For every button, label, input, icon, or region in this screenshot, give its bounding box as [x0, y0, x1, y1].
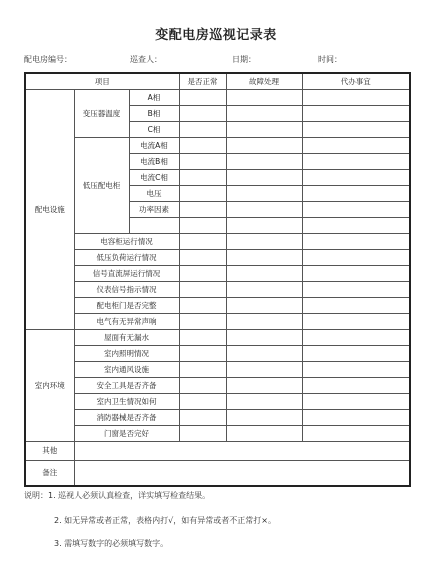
cell-todo[interactable]	[302, 393, 410, 409]
cell-todo[interactable]	[302, 185, 410, 201]
table-row	[25, 361, 410, 377]
cell-fault[interactable]	[226, 233, 302, 249]
cell-normal[interactable]	[179, 249, 226, 265]
cell-fault[interactable]	[226, 345, 302, 361]
cell-fault[interactable]	[226, 105, 302, 121]
item-phase-a: A相	[129, 89, 179, 105]
cell-fault[interactable]	[226, 153, 302, 169]
other-input-cell[interactable]	[74, 441, 410, 460]
cell-normal[interactable]	[179, 169, 226, 185]
cell-fault[interactable]	[226, 297, 302, 313]
table-row	[25, 409, 410, 425]
cell-fault[interactable]	[226, 201, 302, 217]
cell-normal[interactable]	[179, 121, 226, 137]
table-row	[25, 329, 410, 345]
cell-normal[interactable]	[179, 329, 226, 345]
cell-normal[interactable]	[179, 89, 226, 105]
item-safety-tools: 安全工具是否齐备	[74, 377, 179, 393]
item-power-factor: 功率因素	[129, 201, 179, 217]
cell-normal[interactable]	[179, 409, 226, 425]
cell-fault[interactable]	[226, 121, 302, 137]
item-cabinet-door: 配电柜门是否完整	[74, 297, 179, 313]
cell-todo[interactable]	[302, 89, 410, 105]
cell-fault[interactable]	[226, 185, 302, 201]
header-normal: 是否正常	[179, 73, 226, 89]
cell-fault[interactable]	[226, 137, 302, 153]
cell-todo[interactable]	[302, 105, 410, 121]
cell-normal[interactable]	[179, 137, 226, 153]
cell-normal[interactable]	[179, 281, 226, 297]
cell-todo[interactable]	[302, 121, 410, 137]
cell-todo[interactable]	[302, 169, 410, 185]
cell-todo[interactable]	[302, 249, 410, 265]
header-item: 项目	[25, 73, 179, 89]
cell-fault[interactable]	[226, 409, 302, 425]
form-title: 变配电房巡视记录表	[155, 28, 277, 43]
item-lighting: 室内照明情况	[74, 345, 179, 361]
item-phase-b: B相	[129, 105, 179, 121]
cell-todo[interactable]	[302, 409, 410, 425]
cell-fault[interactable]	[226, 281, 302, 297]
table-row	[25, 297, 410, 313]
cell-fault[interactable]	[226, 249, 302, 265]
item-current-a: 电流A相	[129, 137, 179, 153]
remark-input-cell[interactable]	[74, 460, 410, 486]
table-row	[25, 137, 410, 153]
table-row	[25, 345, 410, 361]
cell-fault[interactable]	[226, 217, 302, 233]
cell-todo[interactable]	[302, 297, 410, 313]
cell-normal[interactable]	[179, 217, 226, 233]
cell-todo[interactable]	[302, 265, 410, 281]
cell-todo[interactable]	[302, 201, 410, 217]
item-roof-leak: 屋面有无漏水	[74, 329, 179, 345]
cell-normal[interactable]	[179, 425, 226, 441]
item-abnormal-sound: 电气有无异常声响	[74, 313, 179, 329]
item-doors-windows: 门窗是否完好	[74, 425, 179, 441]
cell-normal[interactable]	[179, 393, 226, 409]
cell-fault[interactable]	[226, 377, 302, 393]
subgroup-lv-cabinet: 低压配电柜	[74, 137, 129, 233]
item-instrument-signal: 仪表信号指示情况	[74, 281, 179, 297]
cell-normal[interactable]	[179, 345, 226, 361]
cell-todo[interactable]	[302, 153, 410, 169]
cell-fault[interactable]	[226, 265, 302, 281]
cell-normal[interactable]	[179, 377, 226, 393]
note-1: 说明：1. 巡视人必须认真检查，详实填写检查结果。	[24, 491, 211, 500]
table-row	[25, 393, 410, 409]
item-lv-load: 低压负荷运行情况	[74, 249, 179, 265]
item-voltage: 电压	[129, 185, 179, 201]
header-todo: 代办事宜	[302, 73, 410, 89]
table-row	[25, 281, 410, 297]
cell-fault[interactable]	[226, 425, 302, 441]
item-dc-panel: 信号直流屏运行情况	[74, 265, 179, 281]
table-row	[25, 425, 410, 441]
cell-todo[interactable]	[302, 217, 410, 233]
cell-todo[interactable]	[302, 425, 410, 441]
item-blank	[129, 217, 179, 233]
cell-todo[interactable]	[302, 329, 410, 345]
item-ventilation: 室内通风设施	[74, 361, 179, 377]
cell-normal[interactable]	[179, 297, 226, 313]
cell-todo[interactable]	[302, 345, 410, 361]
item-phase-c: C相	[129, 121, 179, 137]
cell-todo[interactable]	[302, 361, 410, 377]
cell-normal[interactable]	[179, 361, 226, 377]
other-label: 其他	[25, 441, 74, 460]
remark-row	[25, 460, 410, 486]
table-row	[25, 89, 410, 105]
cell-todo[interactable]	[302, 233, 410, 249]
other-row	[25, 441, 410, 460]
subgroup-transformer-temp: 变压器温度	[74, 89, 129, 137]
date-label: 日期：	[232, 55, 256, 64]
item-current-c: 电流C相	[129, 169, 179, 185]
cell-fault[interactable]	[226, 329, 302, 345]
cell-todo[interactable]	[302, 137, 410, 153]
cell-fault[interactable]	[226, 313, 302, 329]
table-row	[25, 377, 410, 393]
room-number-label: 配电房编号：	[24, 55, 72, 64]
cell-normal[interactable]	[179, 105, 226, 121]
cell-todo[interactable]	[302, 313, 410, 329]
cell-normal[interactable]	[179, 201, 226, 217]
header-row	[25, 73, 410, 89]
item-hygiene: 室内卫生情况如何	[74, 393, 179, 409]
table-row	[25, 233, 410, 249]
item-capacitor-cabinet: 电容柜运行情况	[74, 233, 179, 249]
cell-normal[interactable]	[179, 265, 226, 281]
header-fault: 故障处理	[226, 73, 302, 89]
table-row	[25, 265, 410, 281]
remark-label: 备注	[25, 460, 74, 486]
cell-fault[interactable]	[226, 89, 302, 105]
group-indoor-environment: 室内环境	[25, 329, 74, 441]
cell-fault[interactable]	[226, 169, 302, 185]
cell-todo[interactable]	[302, 281, 410, 297]
time-label: 时间：	[318, 55, 342, 64]
inspector-label: 巡查人：	[130, 55, 162, 64]
cell-normal[interactable]	[179, 153, 226, 169]
cell-normal[interactable]	[179, 233, 226, 249]
item-fire-equipment: 消防器械是否齐备	[74, 409, 179, 425]
cell-fault[interactable]	[226, 361, 302, 377]
table-row	[25, 313, 410, 329]
cell-fault[interactable]	[226, 393, 302, 409]
note-3: 3. 需填写数字的必须填写数字。	[54, 539, 169, 548]
group-power-facilities: 配电设施	[25, 89, 74, 329]
table-row	[25, 249, 410, 265]
item-current-b: 电流B相	[129, 153, 179, 169]
note-2: 2. 如无异常或者正常，表格内打√，如有异常或者不正常打×。	[54, 516, 276, 525]
cell-normal[interactable]	[179, 185, 226, 201]
cell-normal[interactable]	[179, 313, 226, 329]
cell-todo[interactable]	[302, 377, 410, 393]
inspection-table	[24, 72, 411, 487]
